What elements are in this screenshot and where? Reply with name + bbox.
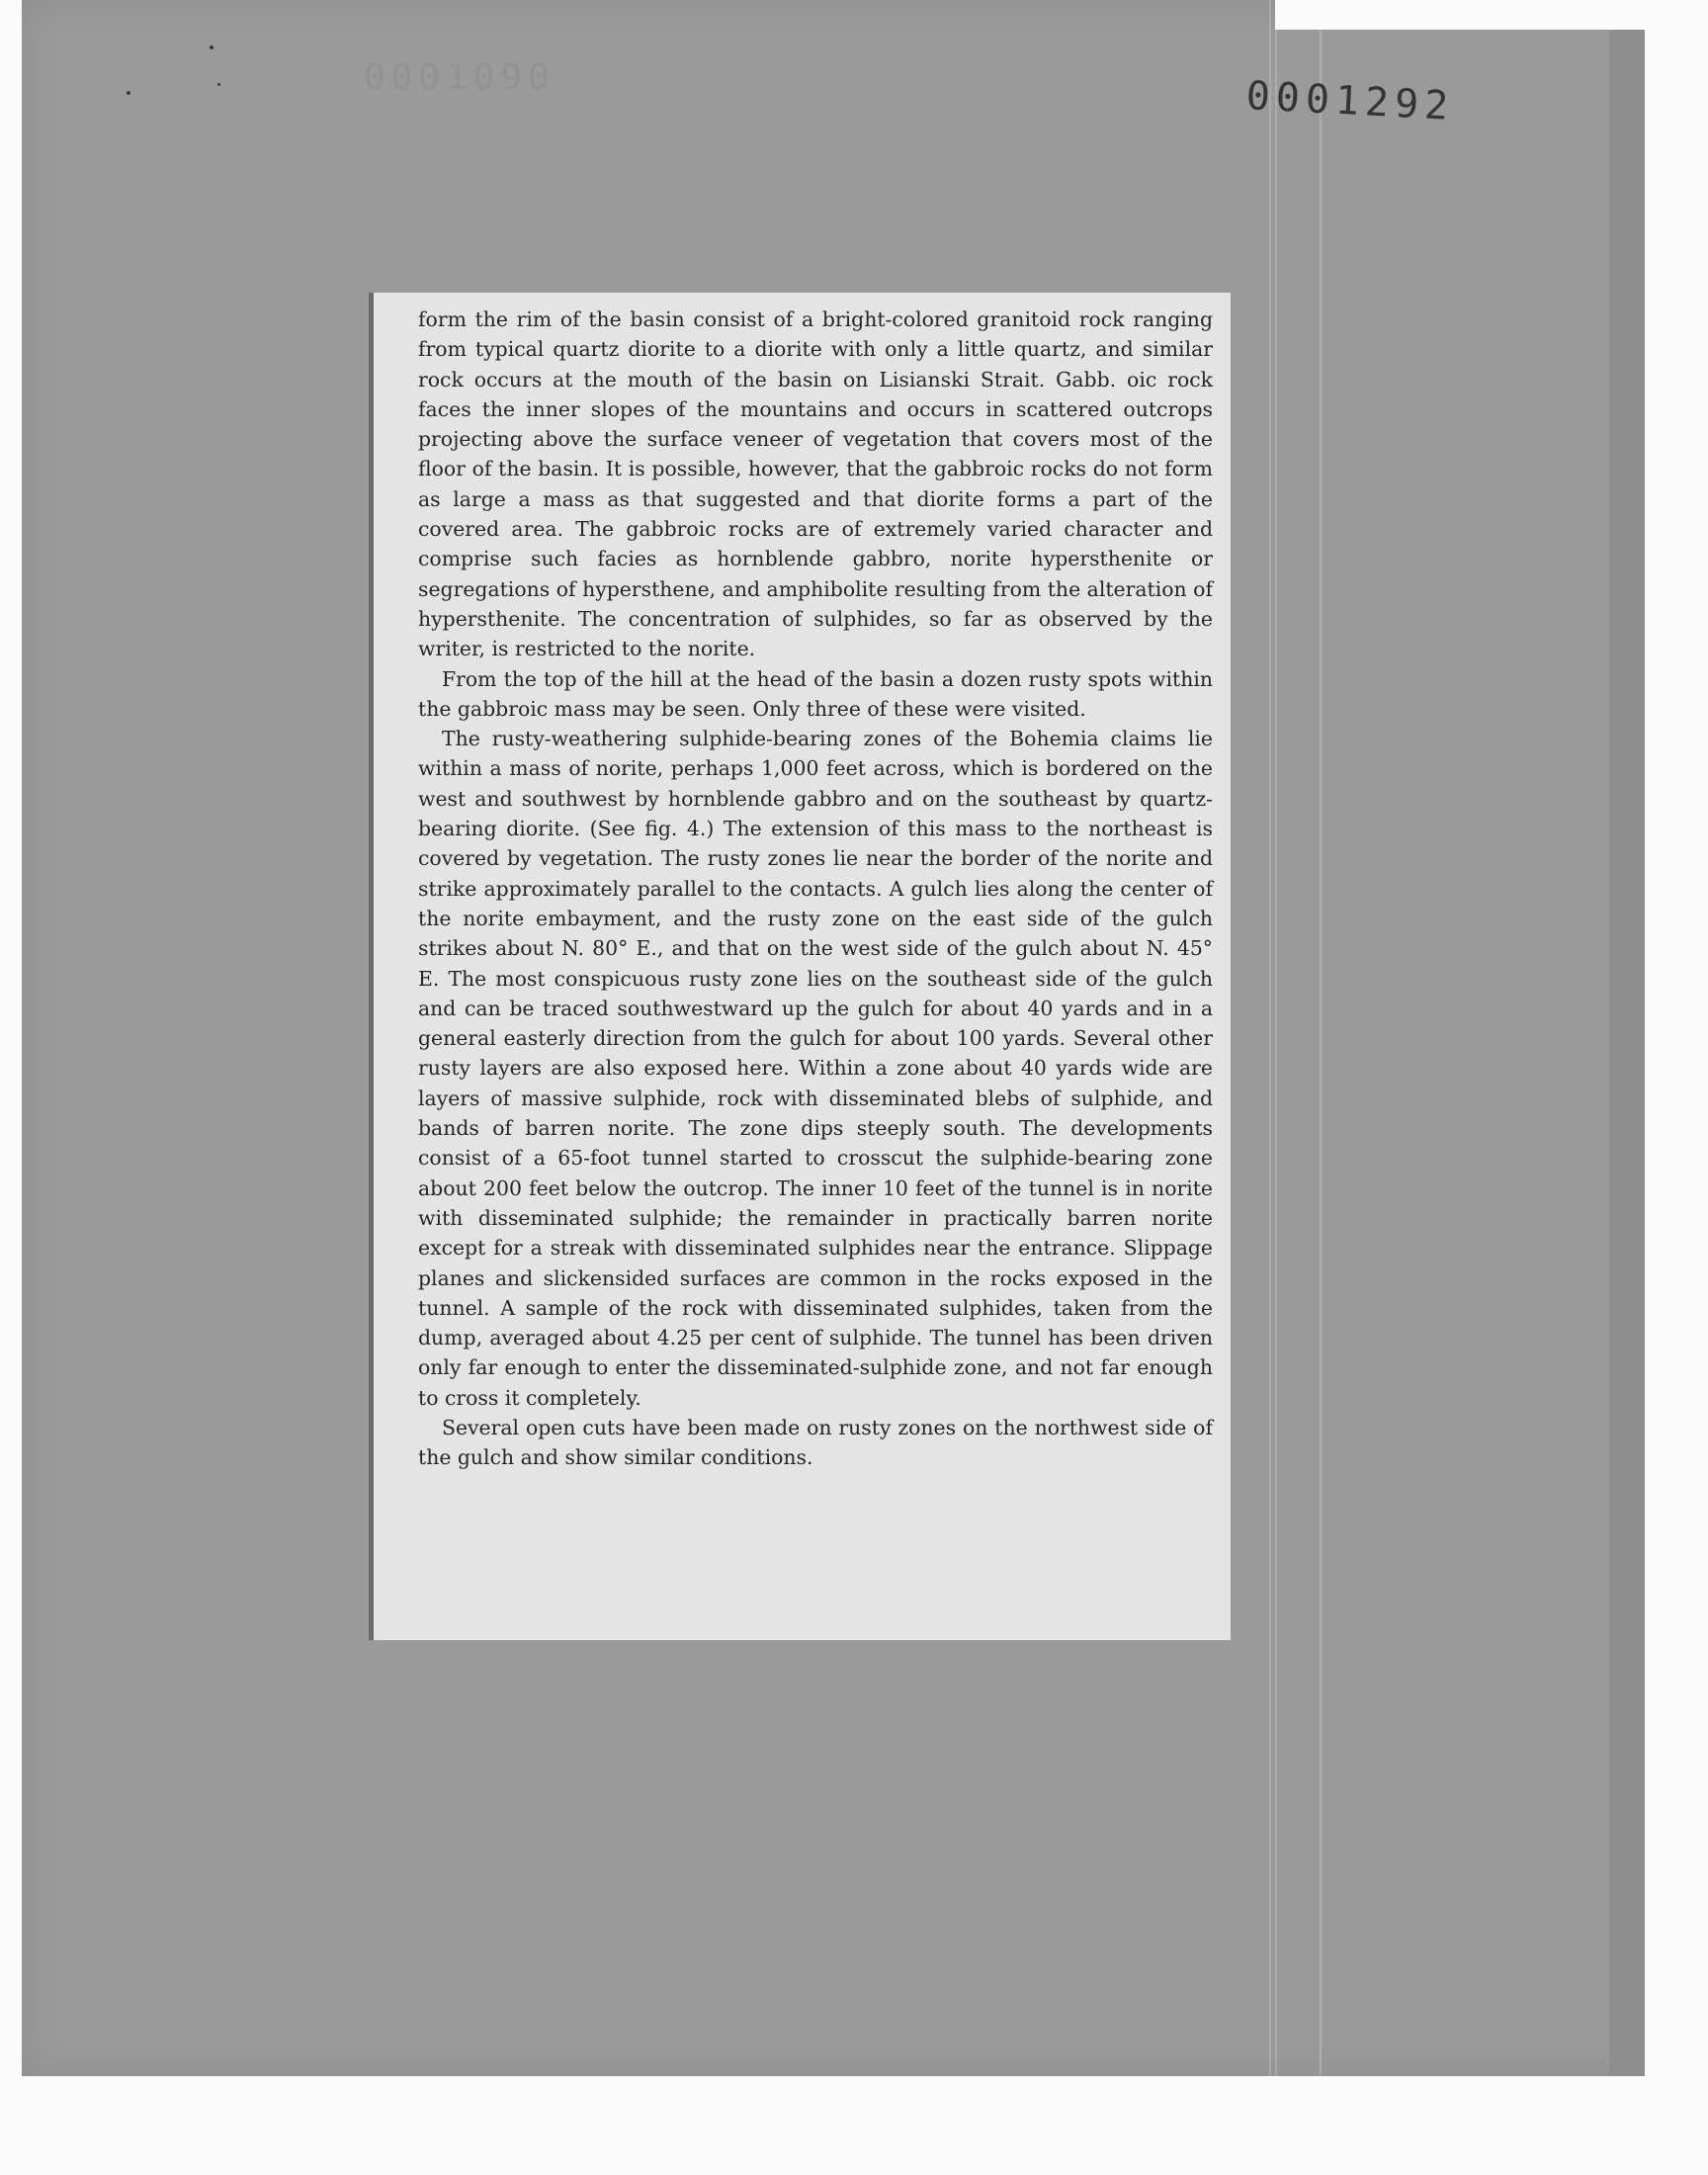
accession-number: 0001292 — [1244, 73, 1456, 130]
board-edge — [1609, 30, 1645, 2076]
page-margin-right — [1645, 0, 1708, 2175]
page-margin-top — [1275, 0, 1708, 30]
text-clipping — [369, 293, 1231, 1640]
paragraph: Several open cuts have been made on rusty zones on the northwest side of the gulch and show similar conditions. — [418, 1415, 1213, 1470]
scan-line — [1320, 0, 1322, 2076]
speck — [217, 83, 220, 86]
paragraph: The rusty-weathering sulphide-bearing zones of the Bohemia claims lie within a mass of norite, perhaps 1,000 feet across, which is bordered on the west and southwest by hornblende gabbro and on the southeast by quartz-bearing diorite. (See fig. 4.) The extension of this mass to the northeast is covered by vegetation. The rusty zones lie near the border of the norite and strike approximately parallel to the contacts. A gulch lies along the center of the norite embayment, and the rusty zone on the east side of the gulch strikes about N. 80° E., and that on the west side of the gulch about N. 45° E. The most conspicuous rusty zone lies on the southeast side of the gulch and can be traced southwestward up the gulch for about 40 yards and in a general easterly direction from the gulch for about 100 yards. Several other rusty layers are also exposed here. Within a zone about 40 yards wide are layers of massive sulphide, rock with disseminated blebs of sulphide, and bands of barren norite. The zone dips steeply south. The developments consist of a 65-foot tunnel started to crosscut the sulphide-bearing zone about 200 feet below the outcrop. The inner 10 feet of the tunnel is in norite with disseminated sulphide; the remainder in practically barren norite except for a streak with disseminated sulphides near the entrance. Slippage planes and slickensided surfaces are common in the rocks exposed in the tunnel. A sample of the rock with disseminated sulphides, taken from the dump, averaged about 4.25 per cent of sulphide. The tunnel has been driven only far enough to enter the disseminated-sulphide zone, and not far enough to cross it completely. — [418, 727, 1213, 1410]
speck — [210, 45, 214, 49]
scan-line — [1275, 0, 1277, 2076]
scan-line — [1269, 0, 1271, 2076]
faded-stamp-number: 0001090 — [364, 57, 555, 98]
speck — [127, 91, 130, 95]
paragraph: From the top of the hill at the head of the basin a dozen rusty spots within the gabbroic mass may be seen. Only three of these were visited. — [418, 666, 1213, 721]
paragraph: form the rim of the basin consist of a bright-colored granitoid rock ranging from typical quartz diorite to a diorite with only a little quartz, and similar rock occurs at the mouth of the basin on Lisianski Strait. Gabb. oic rock faces the inner slopes of the mountains and occurs in scattered outcrops projecting above the surface veneer of vegetation that covers most of the floor of the basin. It is possible, however, that the gabbroic rocks do not form as large a mass as that suggested and that diorite forms a part of the covered area. The gabbroic rocks are of extremely varied character and comprise such facies as hornblende gabbro, norite hypersthenite or segregations of hypersthene, and amphibolite resulting from the alteration of hypersthenite. The concentration of sulphides, so far as observed by the writer, is restricted to the norite. — [418, 307, 1213, 661]
